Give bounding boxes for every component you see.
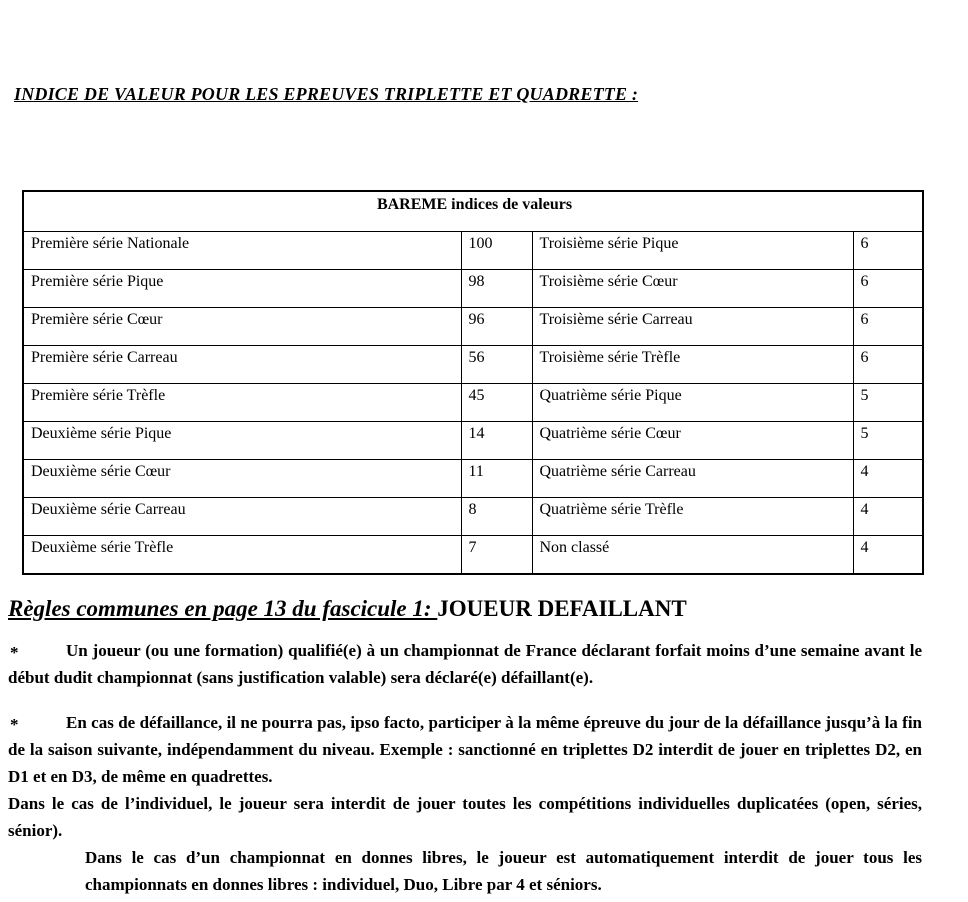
document-page	[0, 84, 968, 902]
bareme-indices-table	[22, 190, 924, 575]
rules-heading-subject: JOUEUR DEFAILLANT	[437, 596, 687, 621]
table-row	[23, 498, 923, 536]
table-title: BAREME indices de valeurs	[23, 191, 923, 232]
serie-value: 11	[461, 460, 532, 498]
table-row	[23, 270, 923, 308]
rules-heading-reference: Règles communes en page 13 du fascicule 1:	[8, 596, 438, 621]
paragraph-individuel: Dans le cas de l’individuel, le joueur sera interdit de jouer toutes les compétitions individuelles duplicatées (open, séries, sénior).	[8, 794, 922, 840]
serie-label: Deuxième série Cœur	[23, 460, 461, 498]
serie-value: 96	[461, 308, 532, 346]
serie-value: 5	[853, 422, 923, 460]
serie-label: Deuxième série Pique	[23, 422, 461, 460]
serie-label: Troisième série Pique	[532, 232, 853, 270]
serie-value: 4	[853, 536, 923, 575]
serie-label: Première série Pique	[23, 270, 461, 308]
serie-value: 4	[853, 460, 923, 498]
serie-label: Première série Nationale	[23, 232, 461, 270]
serie-value: 6	[853, 308, 923, 346]
table-row	[23, 232, 923, 270]
serie-label: Première série Trèfle	[23, 384, 461, 422]
asterisk-marker: *	[10, 715, 19, 734]
serie-label: Deuxième série Trèfle	[23, 536, 461, 575]
table-row	[23, 422, 923, 460]
serie-label: Première série Carreau	[23, 346, 461, 384]
serie-label: Non classé	[532, 536, 853, 575]
table-row	[23, 308, 923, 346]
table-row	[23, 536, 923, 575]
table-row	[23, 460, 923, 498]
serie-label: Quatrième série Pique	[532, 384, 853, 422]
serie-value: 7	[461, 536, 532, 575]
table-header-row	[23, 191, 923, 232]
document-title: INDICE DE VALEUR POUR LES EPREUVES TRIPLETTE ET QUADRETTE :	[14, 84, 639, 104]
serie-value: 14	[461, 422, 532, 460]
paragraph-forfait-text: Un joueur (ou une formation) qualifié(e) à un championnat de France déclarant forfait moins d’une semaine avant le début dudit championnat (sans justification valable) sera déclaré(e) défaillant(e).	[8, 641, 922, 687]
paragraph-defaillance	[8, 709, 922, 790]
serie-label: Troisième série Trèfle	[532, 346, 853, 384]
serie-value: 56	[461, 346, 532, 384]
rules-section	[0, 595, 968, 898]
paragraph-donnes-libres: Dans le cas d’un championnat en donnes libres, le joueur est automatiquement interdit de jouer tous les championnats en donnes libres : individuel, Duo, Libre par 4 et séniors.	[85, 848, 922, 894]
table-row	[23, 346, 923, 384]
serie-value: 4	[853, 498, 923, 536]
serie-value: 6	[853, 232, 923, 270]
serie-value: 45	[461, 384, 532, 422]
serie-label: Quatrième série Cœur	[532, 422, 853, 460]
serie-label: Troisième série Cœur	[532, 270, 853, 308]
paragraph-defaillance-text: En cas de défaillance, il ne pourra pas, ipso facto, participer à la même épreuve du jour de la défaillance jusqu’à la fin de la saison suivante, indépendamment du niveau. Exemple : sanctionné en triplettes D2 interdit de jouer en triplettes D2, en D1 et en D3, de même en quadrettes.	[8, 713, 922, 786]
serie-value: 6	[853, 346, 923, 384]
serie-label: Première série Cœur	[23, 308, 461, 346]
table-row	[23, 384, 923, 422]
rules-heading	[8, 595, 922, 623]
serie-value: 98	[461, 270, 532, 308]
serie-label: Troisième série Carreau	[532, 308, 853, 346]
serie-label: Quatrième série Trèfle	[532, 498, 853, 536]
serie-value: 6	[853, 270, 923, 308]
asterisk-marker: *	[10, 643, 19, 662]
paragraph-forfait	[8, 637, 922, 691]
serie-value: 100	[461, 232, 532, 270]
serie-label: Quatrième série Carreau	[532, 460, 853, 498]
serie-value: 8	[461, 498, 532, 536]
serie-value: 5	[853, 384, 923, 422]
serie-label: Deuxième série Carreau	[23, 498, 461, 536]
